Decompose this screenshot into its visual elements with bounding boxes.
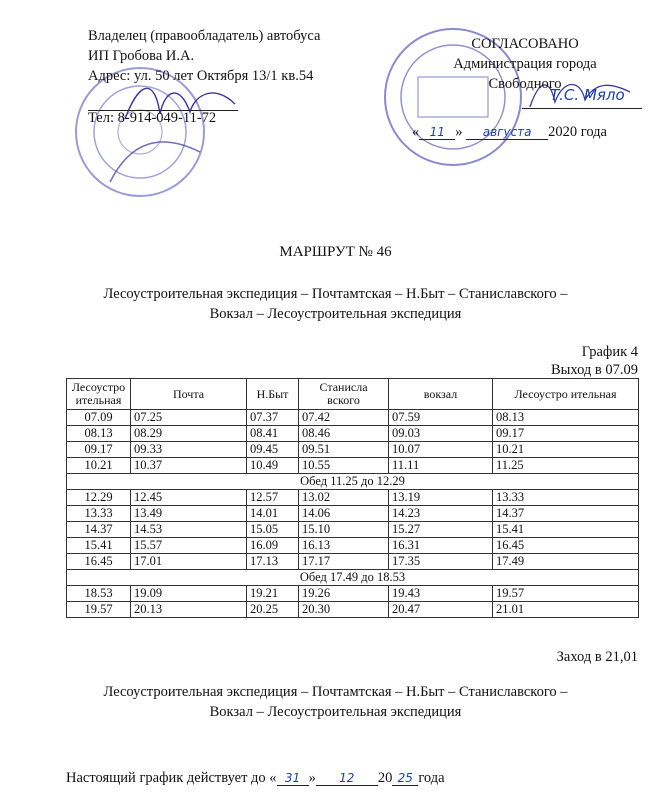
time-cell: 14.06 xyxy=(299,506,389,522)
route-path-line1: Лесоустроительная экспедиция – Почтамтская – Н.Быт – Станиславского – xyxy=(103,286,568,302)
time-cell: 14.37 xyxy=(67,522,131,538)
time-cell: 10.55 xyxy=(299,458,389,474)
route-title: МАРШРУТ № 46 xyxy=(279,244,392,260)
time-cell: 16.31 xyxy=(389,538,493,554)
validity-prefix: Настоящий график действует до « xyxy=(66,770,277,786)
time-cell: 20.25 xyxy=(247,602,299,618)
time-cell: 08.29 xyxy=(131,426,247,442)
time-cell: 10.21 xyxy=(67,458,131,474)
approval-block xyxy=(410,34,640,94)
time-cell: 21.01 xyxy=(493,602,639,618)
owner-line2: ИП Гробова И.А. xyxy=(88,48,195,64)
approval-date-day: 11 xyxy=(419,125,455,140)
time-cell: 08.13 xyxy=(493,410,639,426)
time-cell: 16.45 xyxy=(493,538,639,554)
time-cell: 10.21 xyxy=(493,442,639,458)
owner-block xyxy=(88,26,320,128)
column-header: вокзал xyxy=(389,379,493,410)
time-cell: 16.45 xyxy=(67,554,131,570)
table-row xyxy=(67,410,639,426)
time-cell: 12.29 xyxy=(67,490,131,506)
break-row xyxy=(67,570,639,586)
table-row xyxy=(67,586,639,602)
table-row xyxy=(67,490,639,506)
schedule-departure: Выход в 07.09 xyxy=(550,362,638,378)
table-row xyxy=(67,554,639,570)
approval-date-close: » xyxy=(455,124,463,140)
schedule-info xyxy=(551,343,638,379)
column-header: Н.Быт xyxy=(247,379,299,410)
validity-year: 25 xyxy=(392,771,418,786)
break-row xyxy=(67,474,639,490)
owner-line1: Владелец (правообладатель) автобуса xyxy=(88,28,321,44)
time-cell: 16.09 xyxy=(247,538,299,554)
route-path-line2: Вокзал – Лесоустроительная экспедиция xyxy=(209,306,462,322)
route-path-repeat xyxy=(0,682,671,722)
route-path xyxy=(0,284,671,324)
approval-date-open: « xyxy=(412,124,420,140)
time-cell: 11.11 xyxy=(389,458,493,474)
time-cell: 17.17 xyxy=(299,554,389,570)
time-cell: 15.05 xyxy=(247,522,299,538)
approval-date xyxy=(412,124,607,141)
route-path-repeat-line1: Лесоустроительная экспедиция – Почтамтская – Н.Быт – Станиславского – xyxy=(103,684,568,700)
lunch-break: Обед 11.25 до 12.29 xyxy=(67,474,639,490)
table-row xyxy=(67,426,639,442)
owner-phone: Тел: 8-914-049-11-72 xyxy=(88,110,217,126)
validity-note xyxy=(66,770,445,787)
time-cell: 13.33 xyxy=(493,490,639,506)
time-cell: 13.02 xyxy=(299,490,389,506)
time-cell: 18.53 xyxy=(67,586,131,602)
time-cell: 15.41 xyxy=(493,522,639,538)
time-cell: 19.21 xyxy=(247,586,299,602)
validity-month: 12 xyxy=(316,771,378,786)
time-cell: 11.25 xyxy=(493,458,639,474)
column-header: Станисла вского xyxy=(299,379,389,410)
time-cell: 19.57 xyxy=(67,602,131,618)
lunch-break: Обед 17.49 до 18.53 xyxy=(67,570,639,586)
time-cell: 10.37 xyxy=(131,458,247,474)
time-cell: 17.35 xyxy=(389,554,493,570)
owner-address: Адрес: ул. 50 лет Октября 13/1 кв.54 xyxy=(88,68,314,84)
column-header: Почта xyxy=(131,379,247,410)
approval-signature-name: Т.С. Мяло xyxy=(550,86,625,104)
time-cell: 17.13 xyxy=(247,554,299,570)
time-cell: 07.09 xyxy=(67,410,131,426)
table-row xyxy=(67,602,639,618)
time-cell: 19.43 xyxy=(389,586,493,602)
approval-title: СОГЛАСОВАНО xyxy=(471,36,579,52)
validity-suffix: года xyxy=(418,770,445,786)
time-cell: 12.57 xyxy=(247,490,299,506)
column-header: Лесоустро ительная xyxy=(493,379,639,410)
time-cell: 15.57 xyxy=(131,538,247,554)
owner-signature-line xyxy=(88,110,238,111)
approval-signature-line xyxy=(522,108,642,109)
time-cell: 15.27 xyxy=(389,522,493,538)
time-cell: 12.45 xyxy=(131,490,247,506)
time-cell: 13.49 xyxy=(131,506,247,522)
time-cell: 14.37 xyxy=(493,506,639,522)
time-cell: 09.03 xyxy=(389,426,493,442)
approval-org1: Администрация города xyxy=(453,56,597,72)
schedule-return: Заход в 21,01 xyxy=(556,649,638,665)
time-cell: 09.17 xyxy=(493,426,639,442)
validity-day: 31 xyxy=(277,771,309,786)
validity-year-prefix: 20 xyxy=(377,770,393,786)
table-row xyxy=(67,538,639,554)
time-cell: 09.33 xyxy=(131,442,247,458)
time-cell: 19.09 xyxy=(131,586,247,602)
table-row xyxy=(67,458,639,474)
table-row xyxy=(67,442,639,458)
time-cell: 10.49 xyxy=(247,458,299,474)
approval-date-year: 2020 года xyxy=(548,124,607,140)
time-cell: 08.46 xyxy=(299,426,389,442)
time-cell: 15.10 xyxy=(299,522,389,538)
approval-date-month: августа xyxy=(466,125,548,140)
time-cell: 08.41 xyxy=(247,426,299,442)
time-cell: 07.42 xyxy=(299,410,389,426)
time-cell: 17.01 xyxy=(131,554,247,570)
table-row xyxy=(67,522,639,538)
time-cell: 14.01 xyxy=(247,506,299,522)
time-cell: 07.37 xyxy=(247,410,299,426)
time-cell: 14.23 xyxy=(389,506,493,522)
time-cell: 09.51 xyxy=(299,442,389,458)
time-cell: 20.30 xyxy=(299,602,389,618)
time-cell: 14.53 xyxy=(131,522,247,538)
schedule-label: График 4 xyxy=(581,344,638,360)
time-cell: 09.17 xyxy=(67,442,131,458)
time-cell: 20.47 xyxy=(389,602,493,618)
time-cell: 15.41 xyxy=(67,538,131,554)
time-cell: 17.49 xyxy=(493,554,639,570)
time-cell: 07.25 xyxy=(131,410,247,426)
time-cell: 19.26 xyxy=(299,586,389,602)
table-row xyxy=(67,506,639,522)
approval-org2: Свободного xyxy=(488,76,562,92)
time-cell: 13.19 xyxy=(389,490,493,506)
time-cell: 19.57 xyxy=(493,586,639,602)
column-header: Лесоустро ительная xyxy=(67,379,131,410)
time-cell: 08.13 xyxy=(67,426,131,442)
validity-mid: » xyxy=(308,770,316,786)
time-cell: 10.07 xyxy=(389,442,493,458)
time-cell: 16.13 xyxy=(299,538,389,554)
timetable xyxy=(66,378,639,618)
route-path-repeat-line2: Вокзал – Лесоустроительная экспедиция xyxy=(209,704,462,720)
time-cell: 20.13 xyxy=(131,602,247,618)
timetable-header-row xyxy=(67,379,639,410)
time-cell: 13.33 xyxy=(67,506,131,522)
time-cell: 09.45 xyxy=(247,442,299,458)
time-cell: 07.59 xyxy=(389,410,493,426)
